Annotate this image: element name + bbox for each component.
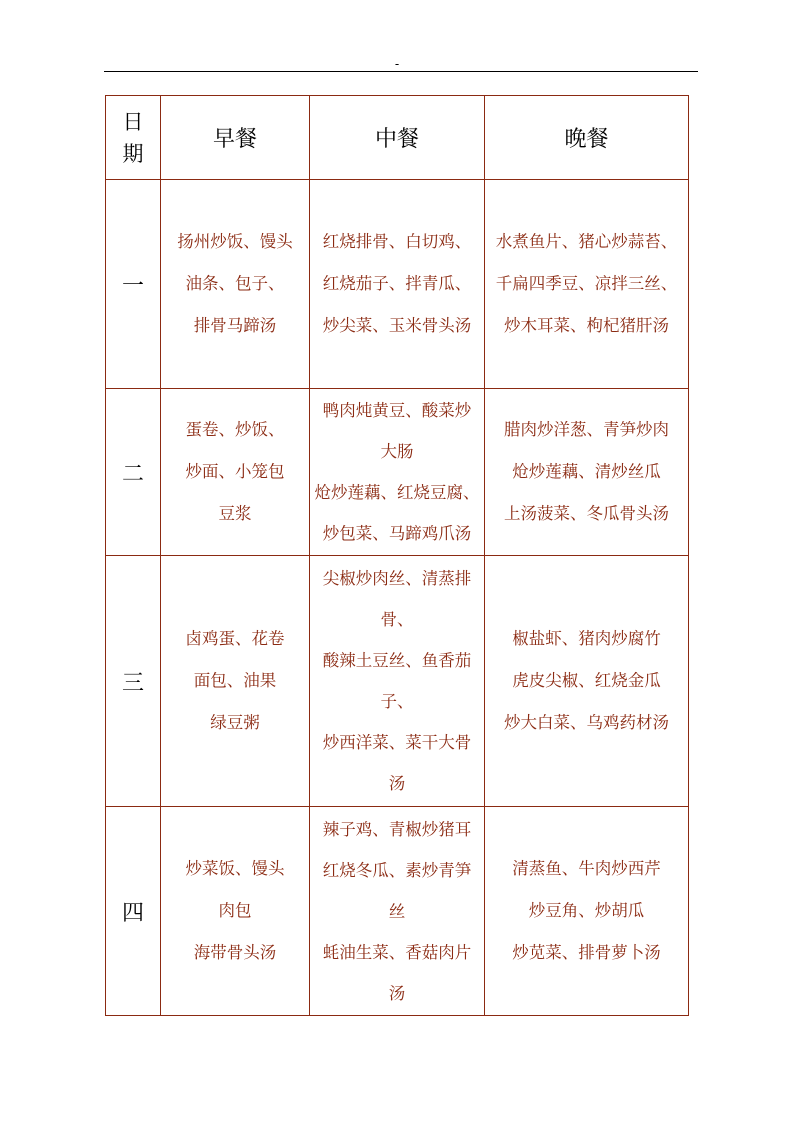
day-cell: 三 <box>106 556 161 807</box>
lunch-cell: 鸭肉炖黄豆、酸菜炒 大肠 炝炒莲藕、红烧豆腐、 炒包菜、马蹄鸡爪汤 <box>310 389 485 556</box>
page-header-mark: - <box>394 57 400 71</box>
day-cell: 二 <box>106 389 161 556</box>
dinner-cell: 水煮鱼片、猪心炒蒜苔、 千扁四季豆、凉拌三丝、 炒木耳菜、枸杞猪肝汤 <box>485 180 689 389</box>
table-header-row <box>106 96 689 180</box>
lunch-cell: 尖椒炒肉丝、清蒸排 骨、 酸辣土豆丝、鱼香茄 子、 炒西洋菜、菜干大骨 汤 <box>310 556 485 807</box>
dinner-cell: 椒盐虾、猪肉炒腐竹 虎皮尖椒、红烧金瓜 炒大白菜、乌鸡药材汤 <box>485 556 689 807</box>
lunch-cell: 红烧排骨、白切鸡、 红烧茄子、拌青瓜、 炒尖菜、玉米骨头汤 <box>310 180 485 389</box>
weekly-menu-table <box>105 95 689 1016</box>
day-cell: 一 <box>106 180 161 389</box>
table-row <box>106 180 689 389</box>
breakfast-cell: 炒菜饭、馒头 肉包 海带骨头汤 <box>161 807 310 1016</box>
breakfast-cell: 扬州炒饭、馒头 油条、包子、 排骨马蹄汤 <box>161 180 310 389</box>
header-day: 日 期 <box>106 96 161 180</box>
lunch-cell: 辣子鸡、青椒炒猪耳 红烧冬瓜、素炒青笋 丝 蚝油生菜、香菇肉片 汤 <box>310 807 485 1016</box>
header-breakfast: 早餐 <box>161 96 310 180</box>
table-row <box>106 389 689 556</box>
table-row <box>106 556 689 807</box>
dinner-cell: 清蒸鱼、牛肉炒西芹 炒豆角、炒胡瓜 炒苋菜、排骨萝卜汤 <box>485 807 689 1016</box>
dinner-cell: 腊肉炒洋葱、青笋炒肉 炝炒莲藕、清炒丝瓜 上汤菠菜、冬瓜骨头汤 <box>485 389 689 556</box>
header-lunch: 中餐 <box>310 96 485 180</box>
breakfast-cell: 卤鸡蛋、花卷 面包、油果 绿豆粥 <box>161 556 310 807</box>
table-row <box>106 807 689 1016</box>
page-header-rule <box>104 71 698 72</box>
day-cell: 四 <box>106 807 161 1016</box>
breakfast-cell: 蛋卷、炒饭、 炒面、小笼包 豆浆 <box>161 389 310 556</box>
header-dinner: 晚餐 <box>485 96 689 180</box>
